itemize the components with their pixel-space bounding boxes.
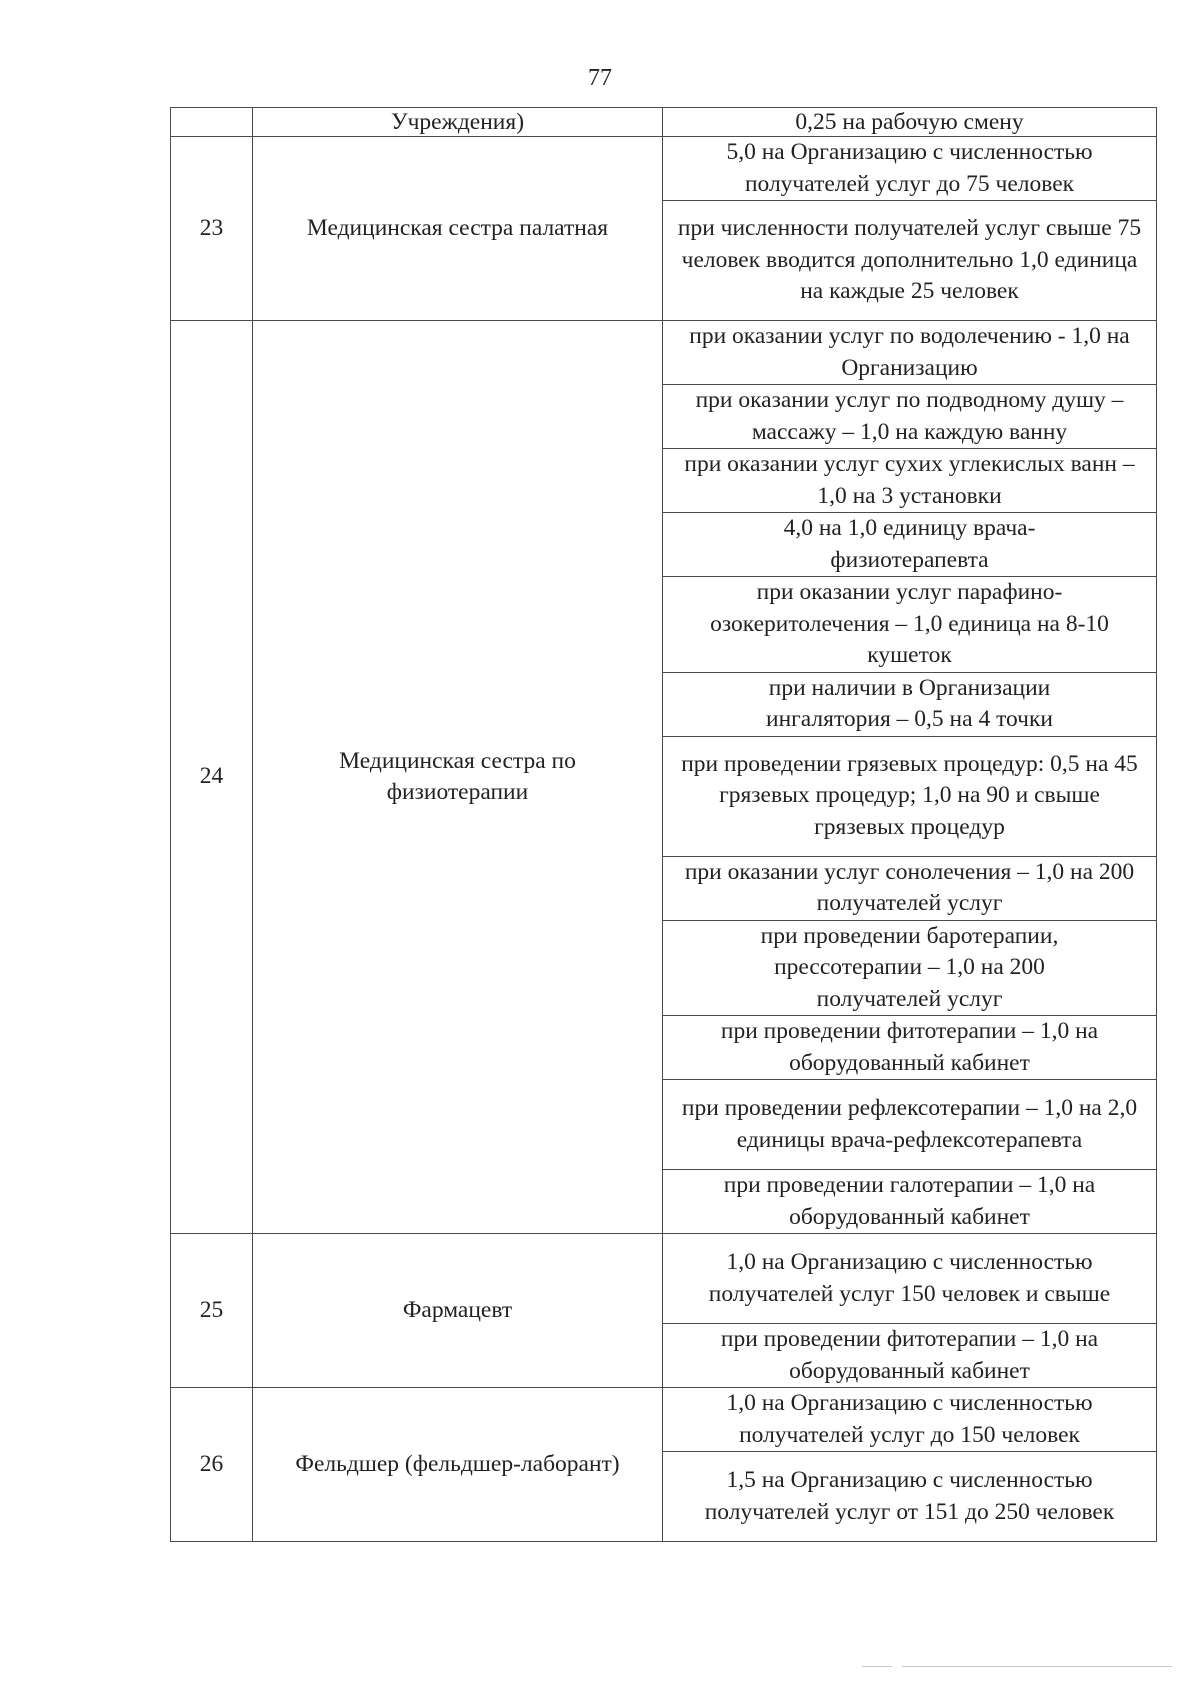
table-row bbox=[171, 321, 1157, 385]
position-cell: Медицинская сестра палатная bbox=[253, 137, 663, 321]
staffing-norms-table bbox=[170, 107, 1157, 1542]
norm-cell: при проведении фитотерапии – 1,0 на оборудованный кабинет bbox=[663, 1016, 1157, 1080]
position-cell: Медицинская сестра по физиотерапии bbox=[253, 321, 663, 1234]
position-cell: Учреждения) bbox=[253, 108, 663, 137]
norm-cell: при проведении грязевых процедур: 0,5 на 45 грязевых процедур; 1,0 на 90 и свыше грязевых процедур bbox=[663, 736, 1157, 856]
norm-cell: при численности получателей услуг свыше 75 человек вводится дополнительно 1,0 единица на каждые 25 человек bbox=[663, 201, 1157, 321]
number-cell bbox=[171, 108, 253, 137]
table-row bbox=[171, 1388, 1157, 1452]
position-cell: Фармацевт bbox=[253, 1234, 663, 1388]
norm-cell: 1,0 на Организацию с численностью получателей услуг до 150 человек bbox=[663, 1388, 1157, 1452]
norm-cell: 1,5 на Организацию с численностью получателей услуг от 151 до 250 человек bbox=[663, 1452, 1157, 1542]
norm-cell: при проведении рефлексотерапии – 1,0 на 2,0 единицы врача-рефлексотерапевта bbox=[663, 1080, 1157, 1170]
norm-cell: при оказании услуг по водолечению - 1,0 на Организацию bbox=[663, 321, 1157, 385]
norm-cell: 1,0 на Организацию с численностью получателей услуг 150 человек и свыше bbox=[663, 1234, 1157, 1324]
norm-cell: при оказании услуг сухих углекислых ванн – 1,0 на 3 установки bbox=[663, 449, 1157, 513]
number-cell: 26 bbox=[171, 1388, 253, 1542]
scan-artifact-lines bbox=[862, 1666, 1172, 1668]
norm-cell: при наличии в Организации ингалятория – 0,5 на 4 точки bbox=[663, 672, 1157, 736]
page-number: 77 bbox=[588, 65, 612, 91]
table-row bbox=[171, 108, 1157, 137]
norm-cell: 4,0 на 1,0 единицу врача-физиотерапевта bbox=[663, 513, 1157, 577]
norm-cell: 5,0 на Организацию с численностью получателей услуг до 75 человек bbox=[663, 137, 1157, 201]
norm-cell: при оказании услуг сонолечения – 1,0 на 200 получателей услуг bbox=[663, 856, 1157, 920]
table-row bbox=[171, 1234, 1157, 1324]
norm-cell: 0,25 на рабочую смену bbox=[663, 108, 1157, 137]
norm-cell: при проведении галотерапии – 1,0 на оборудованный кабинет bbox=[663, 1170, 1157, 1234]
position-cell: Фельдшер (фельдшер-лаборант) bbox=[253, 1388, 663, 1542]
norm-cell: при проведении фитотерапии – 1,0 на оборудованный кабинет bbox=[663, 1324, 1157, 1388]
norm-cell: при проведении баротерапии, прессотерапии – 1,0 на 200 получателей услуг bbox=[663, 920, 1157, 1016]
number-cell: 25 bbox=[171, 1234, 253, 1388]
table-row bbox=[171, 137, 1157, 201]
number-cell: 24 bbox=[171, 321, 253, 1234]
number-cell: 23 bbox=[171, 137, 253, 321]
norm-cell: при оказании услуг парафино-озокеритолечения – 1,0 единица на 8-10 кушеток bbox=[663, 577, 1157, 673]
norm-cell: при оказании услуг по подводному душу – массажу – 1,0 на каждую ванну bbox=[663, 385, 1157, 449]
